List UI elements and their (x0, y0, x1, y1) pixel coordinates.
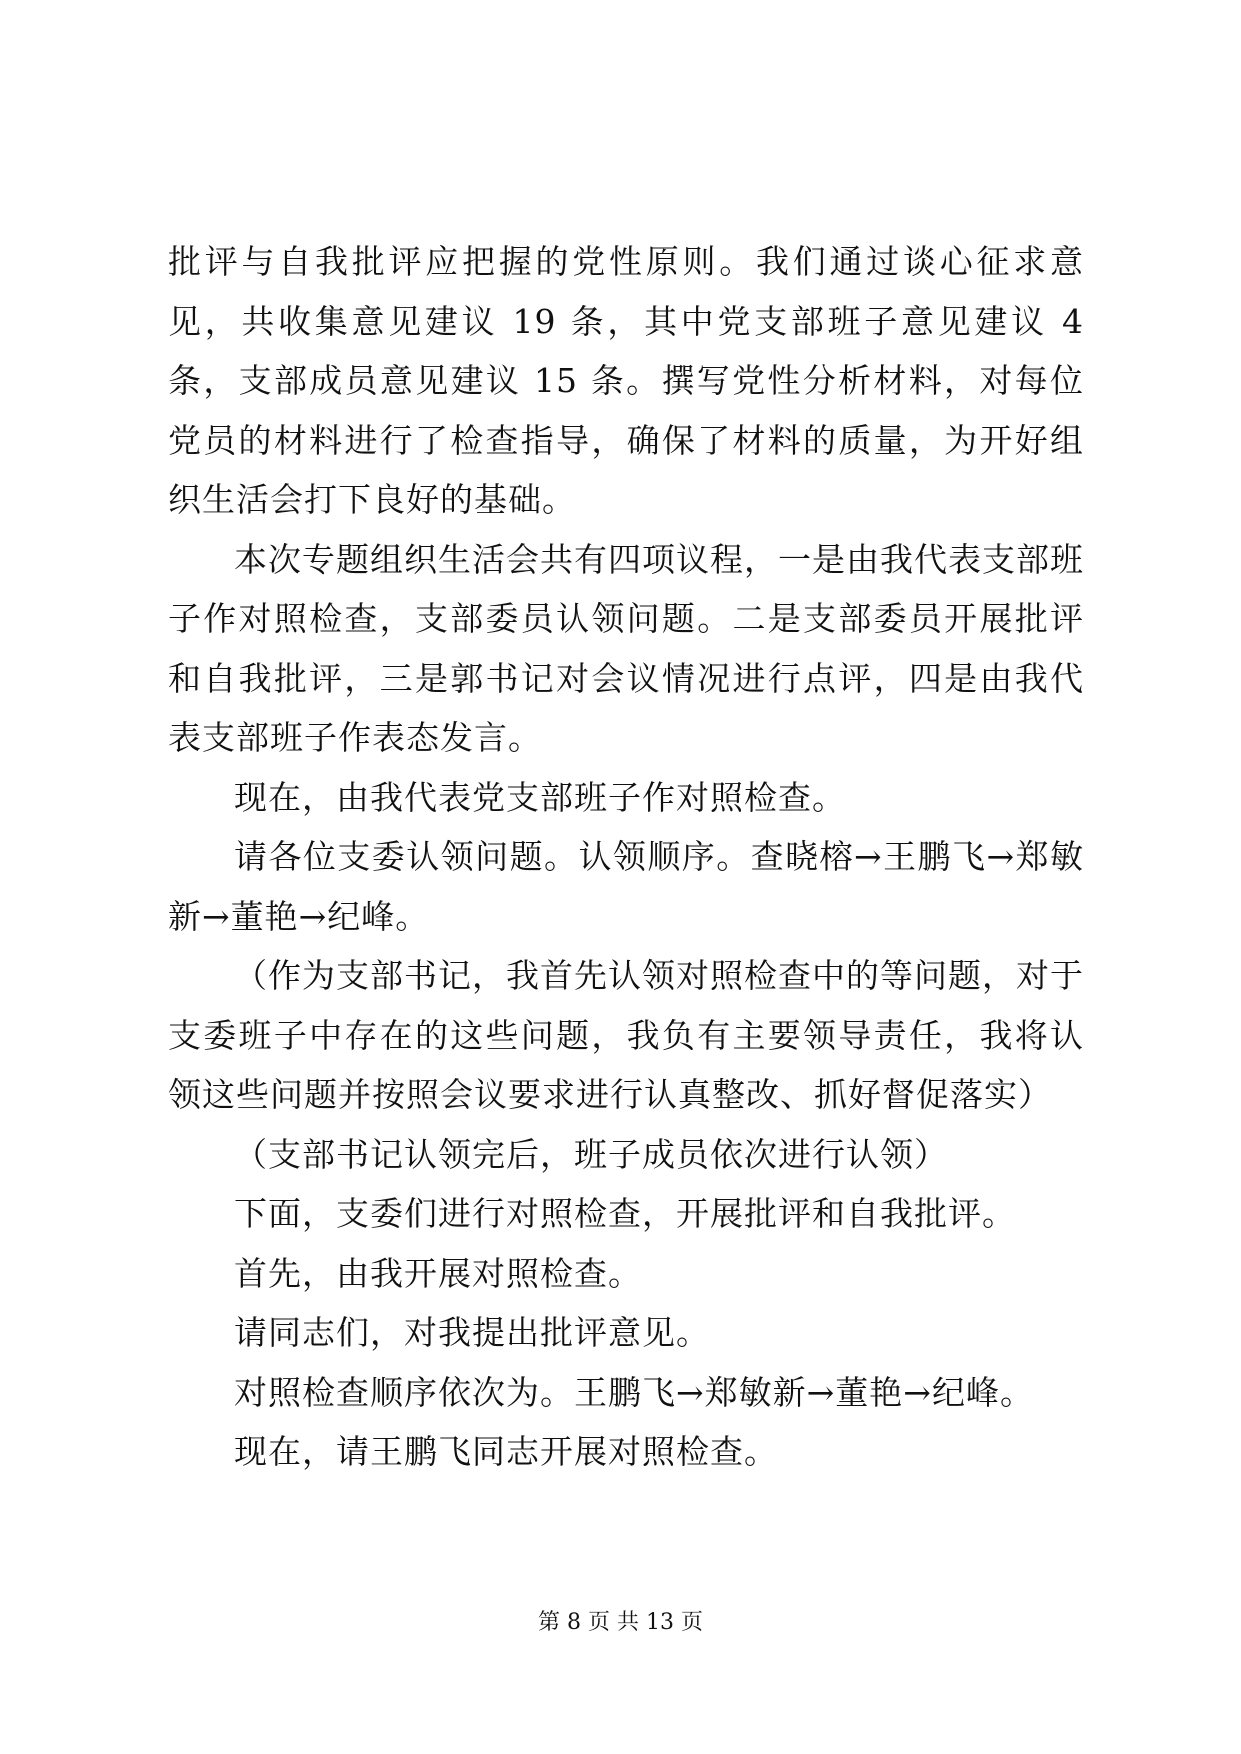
paragraph-criticism-start: 下面，支委们进行对照检查，开展批评和自我批评。 (234, 1194, 1016, 1233)
paragraph-next-speaker: 现在，请王鹏飞同志开展对照检查。 (234, 1432, 778, 1471)
paragraph-request-opinions: 请同志们，对我提出批评意见。 (234, 1313, 710, 1352)
paragraph-continuation: 批评与自我批评应把握的党性原则。我们通过谈心征求意见，共收集意见建议 19 条，其中党支部班子意见建议 4 条，支部成员意见建议 15 条。撰写党性分析材料，对每位党员的材料进行了检查指导，确保了材料的质量，为开好组织生活会打下良好的基础。 (168, 242, 1084, 519)
paragraph-secretary-claim: （作为支部书记，我首先认领对照检查中的等问题，对于支委班子中存在的这些问题，我负有主要领导责任，我将认领这些问题并按照会议要求进行认真整改、抓好督促落实） (168, 956, 1084, 1114)
paragraph-members-claim: （支部书记认领完后，班子成员依次进行认领） (234, 1134, 948, 1174)
paragraph-claim-order: 请各位支委认领问题。认领顺序。查晓榕→王鹏飞→郑敏新→董艳→纪峰。 (168, 837, 1084, 936)
page-number-label: 第 8 页 共 13 页 (538, 1610, 703, 1635)
paragraph-first-check: 首先，由我开展对照检查。 (234, 1253, 642, 1293)
page-footer (0, 1608, 1241, 1638)
document-body (168, 232, 1084, 1482)
paragraph-check-order: 对照检查顺序依次为。王鹏飞→郑敏新→董艳→纪峰。 (234, 1372, 1034, 1412)
paragraph-self-check-intro: 现在，由我代表党支部班子作对照检查。 (234, 777, 846, 817)
paragraph-agenda: 本次专题组织生活会共有四项议程，一是由我代表支部班子作对照检查，支部委员认领问题。二是支部委员开展批评和自我批评，三是郭书记对会议情况进行点评，四是由我代表支部班子作表态发言。 (168, 539, 1084, 757)
